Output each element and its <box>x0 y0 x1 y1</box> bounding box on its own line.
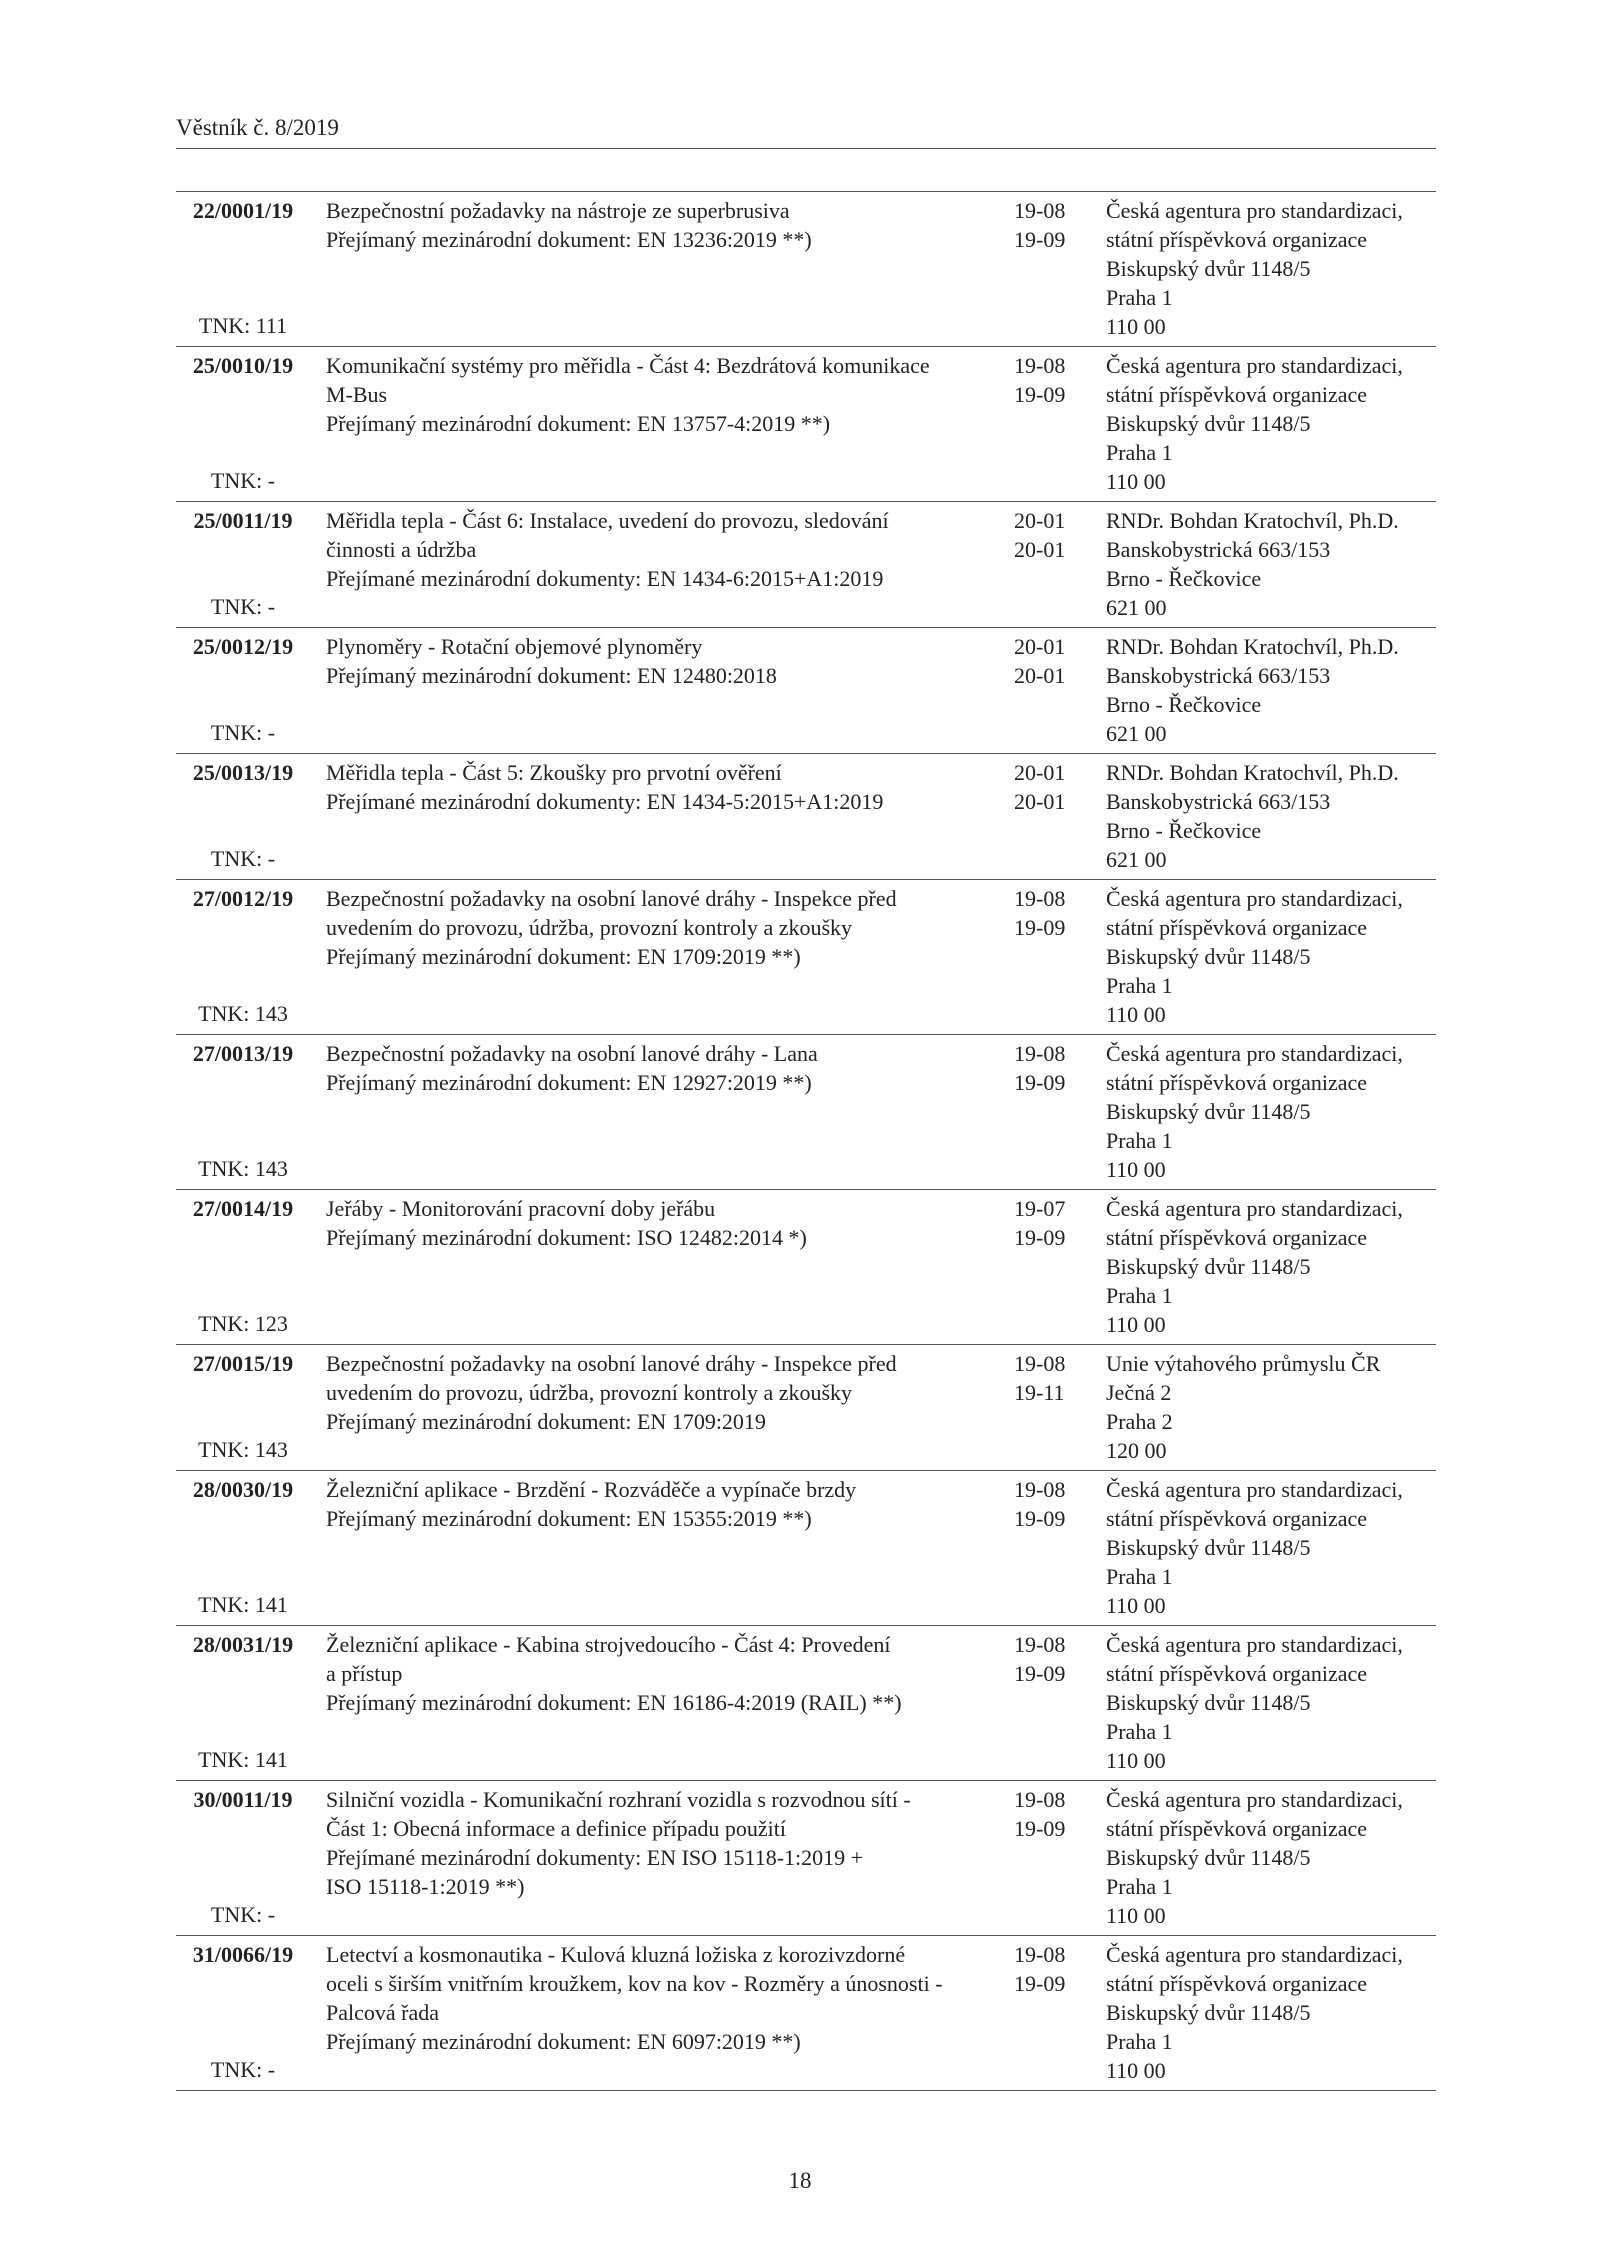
title-line: Přejímaný mezinárodní dokument: ISO 12482:2014 *) <box>326 1225 807 1250</box>
title-line: Přejímaný mezinárodní dokument: EN 13757-4:2019 **) <box>326 411 831 436</box>
table-row <box>176 628 1436 754</box>
organization-line: státní příspěvková organizace <box>1106 1225 1368 1250</box>
organization-line: RNDr. Bohdan Kratochvíl, Ph.D. <box>1106 634 1399 659</box>
organization-line: 110 00 <box>1106 1748 1166 1773</box>
date-value: 19-08 <box>1014 198 1066 223</box>
title-line: Přejímaný mezinárodní dokument: EN 6097:2019 **) <box>326 2029 801 2054</box>
row-id-cell <box>176 632 310 747</box>
title-line: Jeřáby - Monitorování pracovní doby jeřábu <box>326 1196 716 1221</box>
title-line: Přejímaný mezinárodní dokument: EN 12927:2019 **) <box>326 1070 812 1095</box>
row-id-cell <box>176 758 310 873</box>
organization-cell <box>1106 1630 1446 1775</box>
dates-cell <box>1014 884 1084 942</box>
organization-line: Banskobystrická 663/153 <box>1106 789 1331 814</box>
organization-line: Česká agentura pro standardizaci, <box>1106 1942 1403 1967</box>
organization-line: Praha 1 <box>1106 440 1173 465</box>
tnk-label: TNK: - <box>210 1902 276 1927</box>
organization-line: Brno - Řečkovice <box>1106 692 1262 717</box>
title-line: Přejímaný mezinárodní dokument: EN 1709:2019 **) <box>326 944 801 969</box>
organization-line: Česká agentura pro standardizaci, <box>1106 353 1403 378</box>
tnk-label: TNK: 141 <box>198 1747 288 1772</box>
document-number: 30/0011/19 <box>193 1787 293 1812</box>
title-cell <box>326 758 1006 816</box>
title-line: uvedením do provozu, údržba, provozní kontroly a zkoušky <box>326 915 853 940</box>
title-cell <box>326 884 1006 971</box>
dates-cell <box>1014 632 1084 690</box>
organization-cell <box>1106 506 1446 622</box>
tnk-label: TNK: - <box>210 468 276 493</box>
row-id-cell <box>176 1785 310 1929</box>
title-line: Část 1: Obecná informace a definice případu použití <box>326 1816 786 1841</box>
table-row <box>176 1345 1436 1471</box>
date-value: 19-09 <box>1014 1816 1066 1841</box>
date-value: 19-07 <box>1014 1196 1066 1221</box>
organization-cell <box>1106 884 1446 1029</box>
organization-cell <box>1106 1349 1446 1465</box>
organization-cell <box>1106 632 1446 748</box>
organization-line: státní příspěvková organizace <box>1106 915 1368 940</box>
organization-line: Praha 1 <box>1106 1719 1173 1744</box>
organization-line: Česká agentura pro standardizaci, <box>1106 1787 1403 1812</box>
organization-line: Biskupský dvůr 1148/5 <box>1106 2000 1311 2025</box>
date-value: 19-08 <box>1014 1041 1066 1066</box>
organization-line: Biskupský dvůr 1148/5 <box>1106 1690 1311 1715</box>
row-id-cell <box>176 1039 310 1183</box>
document-number: 25/0012/19 <box>192 634 294 659</box>
dates-cell <box>1014 758 1084 816</box>
date-value: 19-09 <box>1014 1070 1066 1095</box>
title-cell <box>326 1785 1006 1901</box>
organization-cell <box>1106 1039 1446 1184</box>
organization-line: 621 00 <box>1106 721 1167 746</box>
organization-line: Česká agentura pro standardizaci, <box>1106 1041 1403 1066</box>
organization-line: Praha 1 <box>1106 973 1173 998</box>
tnk-label: TNK: 143 <box>198 1156 288 1181</box>
organization-line: RNDr. Bohdan Kratochvíl, Ph.D. <box>1106 508 1399 533</box>
dates-cell <box>1014 196 1084 254</box>
date-value: 20-01 <box>1014 760 1066 785</box>
dates-cell <box>1014 1940 1084 1998</box>
organization-line: 110 00 <box>1106 2058 1166 2083</box>
date-value: 19-08 <box>1014 1351 1066 1376</box>
date-value: 19-08 <box>1014 886 1066 911</box>
tnk-label: TNK: - <box>210 2057 276 2082</box>
organization-line: státní příspěvková organizace <box>1106 1971 1368 1996</box>
title-cell <box>326 1940 1006 2056</box>
dates-cell <box>1014 506 1084 564</box>
organization-line: Banskobystrická 663/153 <box>1106 537 1331 562</box>
organization-cell <box>1106 1940 1446 2085</box>
dates-cell <box>1014 1785 1084 1843</box>
organization-line: 110 00 <box>1106 1157 1166 1182</box>
tnk-label: TNK: 123 <box>198 1311 288 1336</box>
title-line: ISO 15118-1:2019 **) <box>326 1874 525 1899</box>
title-line: oceli s širším vnitřním kroužkem, kov na kov - Rozměry a únosnosti - <box>326 1971 943 1996</box>
document-number: 22/0001/19 <box>192 198 294 223</box>
date-value: 19-08 <box>1014 1942 1066 1967</box>
document-number: 25/0013/19 <box>192 760 294 785</box>
title-cell <box>326 351 1006 438</box>
dates-cell <box>1014 1630 1084 1688</box>
title-cell <box>326 1039 1006 1097</box>
organization-line: 110 00 <box>1106 1002 1166 1027</box>
organization-line: Česká agentura pro standardizaci, <box>1106 1196 1403 1221</box>
organization-line: Praha 1 <box>1106 2029 1173 2054</box>
organization-cell <box>1106 196 1446 341</box>
title-line: Přejímaný mezinárodní dokument: EN 1709:2019 <box>326 1409 766 1434</box>
tnk-label: TNK: 141 <box>198 1592 288 1617</box>
title-line: a přístup <box>326 1661 403 1686</box>
tnk-label: TNK: - <box>210 720 276 745</box>
organization-line: Biskupský dvůr 1148/5 <box>1106 1535 1311 1560</box>
row-id-cell <box>176 1194 310 1338</box>
title-cell <box>326 1475 1006 1533</box>
organization-cell <box>1106 1475 1446 1620</box>
organization-line: Brno - Řečkovice <box>1106 818 1262 843</box>
title-line: Přejímaný mezinárodní dokument: EN 13236:2019 **) <box>326 227 812 252</box>
organization-line: Biskupský dvůr 1148/5 <box>1106 944 1311 969</box>
organization-line: státní příspěvková organizace <box>1106 382 1368 407</box>
document-number: 25/0011/19 <box>193 508 293 533</box>
title-line: Palcová řada <box>326 2000 439 2025</box>
date-value: 20-01 <box>1014 634 1066 659</box>
organization-line: 110 00 <box>1106 469 1166 494</box>
table-row <box>176 754 1436 880</box>
row-id-cell <box>176 1630 310 1774</box>
organization-line: Praha 2 <box>1106 1409 1173 1434</box>
date-value: 19-08 <box>1014 1632 1066 1657</box>
tnk-label: TNK: - <box>210 846 276 871</box>
organization-line: Biskupský dvůr 1148/5 <box>1106 1099 1311 1124</box>
date-value: 19-09 <box>1014 1225 1066 1250</box>
tnk-label: TNK: 143 <box>198 1001 288 1026</box>
organization-line: státní příspěvková organizace <box>1106 227 1368 252</box>
title-line: M-Bus <box>326 382 388 407</box>
date-value: 20-01 <box>1014 789 1066 814</box>
title-line: Letectví a kosmonautika - Kulová kluzná ložiska z korozivzdorné <box>326 1942 906 1967</box>
title-cell <box>326 506 1006 593</box>
row-id-cell <box>176 1349 310 1464</box>
page-number: 18 <box>788 2168 812 2193</box>
document-number: 31/0066/19 <box>192 1942 294 1967</box>
title-line: Měřidla tepla - Část 5: Zkoušky pro prvotní ověření <box>326 760 782 785</box>
date-value: 19-08 <box>1014 353 1066 378</box>
date-value: 19-08 <box>1014 1477 1066 1502</box>
organization-line: 110 00 <box>1106 314 1166 339</box>
organization-line: 110 00 <box>1106 1312 1166 1337</box>
document-number: 25/0010/19 <box>192 353 294 378</box>
date-value: 19-09 <box>1014 915 1066 940</box>
title-line: Přejímané mezinárodní dokumenty: EN ISO 15118-1:2019 + <box>326 1845 864 1870</box>
title-line: Komunikační systémy pro měřidla - Část 4: Bezdrátová komunikace <box>326 353 930 378</box>
organization-line: Česká agentura pro standardizaci, <box>1106 198 1403 223</box>
organization-cell <box>1106 1194 1446 1339</box>
table-row <box>176 880 1436 1035</box>
document-number: 28/0030/19 <box>192 1477 294 1502</box>
organization-line: Česká agentura pro standardizaci, <box>1106 1632 1403 1657</box>
row-id-cell <box>176 196 310 340</box>
organization-line: Česká agentura pro standardizaci, <box>1106 1477 1403 1502</box>
organization-line: státní příspěvková organizace <box>1106 1816 1368 1841</box>
date-value: 20-01 <box>1014 508 1066 533</box>
date-value: 19-09 <box>1014 1506 1066 1531</box>
table-row <box>176 192 1436 347</box>
title-cell <box>326 1194 1006 1252</box>
organization-line: Praha 1 <box>1106 1283 1173 1308</box>
table-row <box>176 1190 1436 1345</box>
document-number: 27/0012/19 <box>192 886 294 911</box>
organization-cell <box>1106 351 1446 496</box>
title-line: Bezpečnostní požadavky na osobní lanové dráhy - Inspekce před <box>326 886 897 911</box>
date-value: 19-09 <box>1014 227 1066 252</box>
title-line: Plynoměry - Rotační objemové plynoměry <box>326 634 703 659</box>
organization-line: Brno - Řečkovice <box>1106 566 1262 591</box>
document-number: 27/0014/19 <box>192 1196 294 1221</box>
organization-line: 120 00 <box>1106 1438 1167 1463</box>
organization-line: 621 00 <box>1106 595 1167 620</box>
tnk-label: TNK: 111 <box>198 313 288 338</box>
date-value: 19-09 <box>1014 382 1066 407</box>
title-line: Měřidla tepla - Část 6: Instalace, uvedení do provozu, sledování <box>326 508 889 533</box>
organization-line: Biskupský dvůr 1148/5 <box>1106 256 1311 281</box>
title-cell <box>326 1349 1006 1436</box>
page-header <box>176 114 1436 149</box>
table-row <box>176 1035 1436 1190</box>
title-line: Přejímaný mezinárodní dokument: EN 12480:2018 <box>326 663 777 688</box>
tnk-label: TNK: 143 <box>198 1437 288 1462</box>
organization-line: Biskupský dvůr 1148/5 <box>1106 1254 1311 1279</box>
table-row <box>176 1471 1436 1626</box>
tnk-label: TNK: - <box>210 594 276 619</box>
title-line: činnosti a údržba <box>326 537 477 562</box>
organization-line: 110 00 <box>1106 1903 1166 1928</box>
organization-line: Praha 1 <box>1106 1128 1173 1153</box>
journal-title: Věstník č. 8/2019 <box>176 115 339 140</box>
row-id-cell <box>176 506 310 621</box>
title-line: Bezpečnostní požadavky na nástroje ze superbrusiva <box>326 198 790 223</box>
organization-line: Ječná 2 <box>1106 1380 1172 1405</box>
date-value: 19-09 <box>1014 1971 1066 1996</box>
row-id-cell <box>176 884 310 1028</box>
title-line: Silniční vozidla - Komunikační rozhraní vozidla s rozvodnou sítí - <box>326 1787 911 1812</box>
dates-cell <box>1014 1475 1084 1533</box>
title-cell <box>326 1630 1006 1717</box>
title-cell <box>326 632 1006 690</box>
document-number: 27/0013/19 <box>192 1041 294 1066</box>
title-line: Železniční aplikace - Brzdění - Rozváděče a vypínače brzdy <box>326 1477 857 1502</box>
dates-cell <box>1014 1194 1084 1252</box>
organization-line: státní příspěvková organizace <box>1106 1506 1368 1531</box>
document-number: 28/0031/19 <box>192 1632 294 1657</box>
table-row <box>176 347 1436 502</box>
title-line: Železniční aplikace - Kabina strojvedoucího - Část 4: Provedení <box>326 1632 891 1657</box>
organization-line: Biskupský dvůr 1148/5 <box>1106 411 1311 436</box>
row-id-cell <box>176 351 310 495</box>
table-row <box>176 1626 1436 1781</box>
organization-line: Biskupský dvůr 1148/5 <box>1106 1845 1311 1870</box>
date-value: 20-01 <box>1014 663 1066 688</box>
title-line: Přejímané mezinárodní dokumenty: EN 1434-6:2015+A1:2019 <box>326 566 884 591</box>
organization-line: státní příspěvková organizace <box>1106 1661 1368 1686</box>
title-line: Přejímané mezinárodní dokumenty: EN 1434-5:2015+A1:2019 <box>326 789 884 814</box>
document-number: 27/0015/19 <box>192 1351 294 1376</box>
dates-cell <box>1014 1039 1084 1097</box>
dates-cell <box>1014 351 1084 409</box>
organization-line: 621 00 <box>1106 847 1167 872</box>
row-id-cell <box>176 1475 310 1619</box>
organization-cell <box>1106 1785 1446 1930</box>
organization-line: Česká agentura pro standardizaci, <box>1106 886 1403 911</box>
organization-line: Banskobystrická 663/153 <box>1106 663 1331 688</box>
organization-line: Praha 1 <box>1106 285 1173 310</box>
date-value: 19-09 <box>1014 1661 1066 1686</box>
title-line: Bezpečnostní požadavky na osobní lanové dráhy - Lana <box>326 1041 818 1066</box>
title-line: Přejímaný mezinárodní dokument: EN 15355:2019 **) <box>326 1506 812 1531</box>
table-row <box>176 1936 1436 2091</box>
title-line: Bezpečnostní požadavky na osobní lanové dráhy - Inspekce před <box>326 1351 897 1376</box>
date-value: 19-08 <box>1014 1787 1066 1812</box>
row-id-cell <box>176 1940 310 2084</box>
organization-line: Praha 1 <box>1106 1564 1173 1589</box>
standards-table <box>176 191 1436 2091</box>
title-line: uvedením do provozu, údržba, provozní kontroly a zkoušky <box>326 1380 853 1405</box>
dates-cell <box>1014 1349 1084 1407</box>
organization-line: státní příspěvková organizace <box>1106 1070 1368 1095</box>
date-value: 20-01 <box>1014 537 1066 562</box>
organization-line: Unie výtahového průmyslu ČR <box>1106 1351 1381 1376</box>
organization-cell <box>1106 758 1446 874</box>
organization-line: RNDr. Bohdan Kratochvíl, Ph.D. <box>1106 760 1399 785</box>
table-row <box>176 1781 1436 1936</box>
title-cell <box>326 196 1006 254</box>
table-row <box>176 502 1436 628</box>
organization-line: 110 00 <box>1106 1593 1166 1618</box>
organization-line: Praha 1 <box>1106 1874 1173 1899</box>
title-line: Přejímaný mezinárodní dokument: EN 16186-4:2019 (RAIL) **) <box>326 1690 902 1715</box>
date-value: 19-11 <box>1014 1380 1065 1405</box>
